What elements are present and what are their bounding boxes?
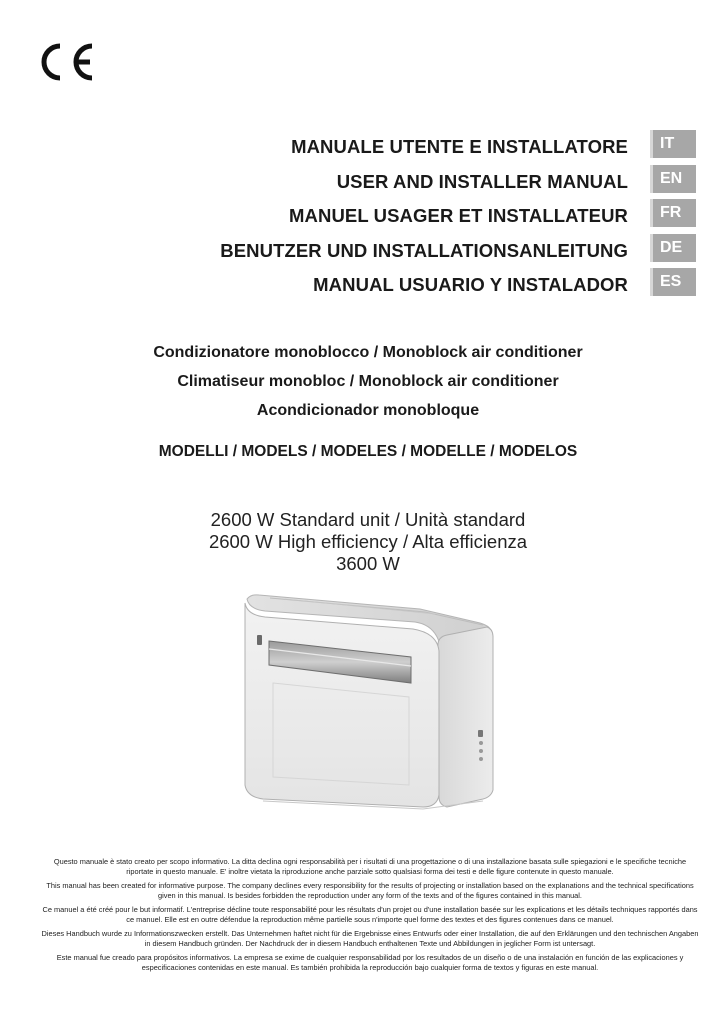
language-tab-fr: FR <box>650 199 696 227</box>
disclaimer-en: This manual has been created for informative purpose. The company declines every responsibility for the results of projecting or installation based on the explanations and the technical specifications given in this manual. Is besides forbidden the reproduction under any form of the texts and of the figures contained in this manual. <box>46 881 694 900</box>
title-it: MANUALE UTENTE E INSTALLATORE <box>291 136 628 158</box>
manual-titles <box>120 130 628 303</box>
language-tab-es: ES <box>650 268 696 296</box>
product-subtitles <box>0 342 724 429</box>
variant-high-efficiency: 2600 W High efficiency / Alta efficienza <box>208 531 528 552</box>
title-en: USER AND INSTALLER MANUAL <box>336 170 628 192</box>
legal-disclaimer <box>40 857 700 977</box>
title-fr: MANUEL USAGER ET INSTALLATEUR <box>289 205 628 227</box>
ce-mark-icon <box>36 40 98 84</box>
title-de: BENUTZER UND INSTALLATIONSANLEITUNG <box>220 239 628 261</box>
language-tab-de: DE <box>650 234 696 262</box>
variant-standard: 2600 W Standard unit / Unità standard <box>210 509 526 530</box>
models-heading: MODELLI / MODELS / MODELES / MODELLE / MODELOS <box>158 443 578 460</box>
variant-3600: 3600 W <box>336 553 400 574</box>
subtitle-fr-en: Climatiseur monobloc / Monoblock air conditioner <box>177 373 559 390</box>
language-tabs <box>650 130 696 303</box>
subtitle-es: Acondicionador monobloque <box>256 402 480 419</box>
title-es: MANUAL USUARIO Y INSTALADOR <box>313 274 628 296</box>
disclaimer-fr: Ce manuel a été créé pour le but informatif. L'entreprise décline toute responsabilité pour les résultats d'un projet ou d'une installation basée sur les explications et les détails techniques rapportés dans ce manuel. Elle est en outre défendue la reproduction même partielle sous n'importe quel forme des textes et des figures contenues dans ce manuel. <box>42 905 698 924</box>
subtitle-it-en: Condizionatore monoblocco / Monoblock air conditioner <box>153 344 583 361</box>
language-tab-it: IT <box>650 130 696 158</box>
air-conditioner-illustration <box>225 585 510 815</box>
language-tab-en: EN <box>650 165 696 193</box>
disclaimer-it: Questo manuale è stato creato per scopo informativo. La ditta declina ogni responsabilità per i risultati di una progettazione o di una installazione basata sulle spiegazioni e le specifiche tecniche riportate in questo manuale. E' inoltre vietata la riproduzione anche parziale sotto qualsiasi forma dei testi e delle figure contenute in questo manuale. <box>53 857 687 876</box>
disclaimer-es: Este manual fue creado para propósitos informativos. La empresa se exime de cualquier responsabilidad por los resultados de un diseño o de una instalación en función de las explicaciones y especificaciones contenidas en este manual. Es también prohibida la reproducción bajo cualquier forma de textos y figuras en este manual. <box>56 953 684 972</box>
disclaimer-de: Dieses Handbuch wurde zu Informationszwecken erstellt. Das Unternehmen haftet nicht für die Ergebnisse eines Entwurfs oder einer Installation, die auf den Erklärungen und den technischen Angaben in diesem Handbuch gründen. Der Nachdruck der in diesem Handbuch enthaltenen Texte und Abbildungen in jeglicher Form ist untersagt. <box>41 929 699 948</box>
model-variants <box>0 509 724 575</box>
